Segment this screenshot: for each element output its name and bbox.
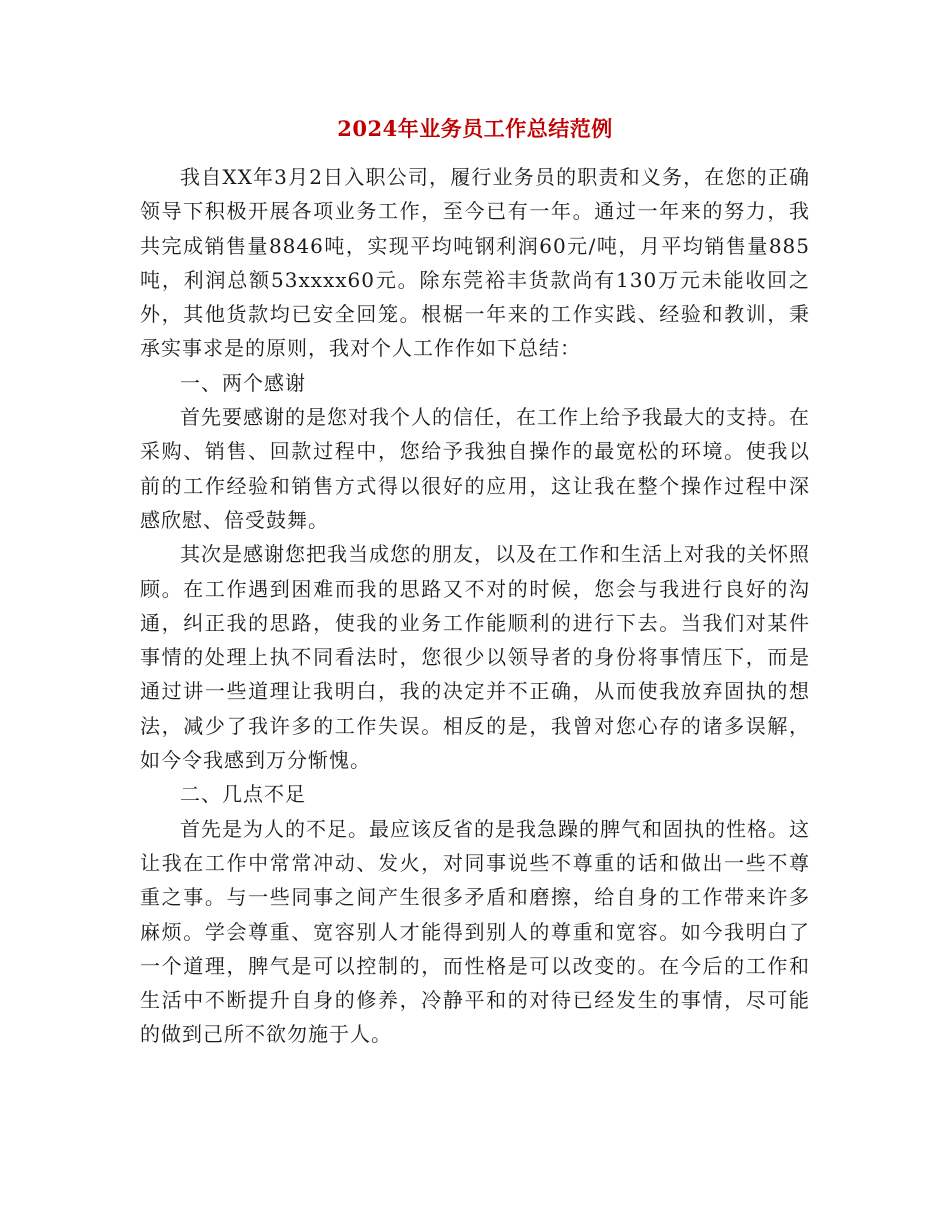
paragraph-shortcomings-first: 首先是为人的不足。最应该反省的是我急躁的脾气和固执的性格。这让我在工作中常常冲动、发火，对同事说些不尊重的话和做出一些不尊重之事。与一些同事之间产生很多矛盾和磨擦，给自身的工作带来许多麻烦。学会尊重、宽容别人才能得到别人的尊重和宽容。如今我明白了一个道理，脾气是可以控制的，而性格是可以改变的。在今后的工作和生活中不断提升自身的修养，冷静平和的对待已经发生的事情，尽可能的做到己所不欲勿施于人。 [140, 816, 810, 1047]
section-heading-thanks: 一、两个感谢 [180, 370, 306, 395]
document-title: 2024年业务员工作总结范例 [337, 116, 613, 141]
paragraph-thanks-second: 其次是感谢您把我当成您的朋友，以及在工作和生活上对我的关怀照顾。在工作遇到困难而我的思路又不对的时候，您会与我进行良好的沟通，纠正我的思路，使我的业务工作能顺利的进行下去。当我们对某件事情的处理上执不同看法时，您很少以领导者的身份将事情压下，而是通过讲一些道理让我明白，我的决定并不正确，从而使我放弃固执的想法，减少了我许多的工作失误。相反的是，我曾对您心存的诸多误解，如今令我感到万分惭愧。 [140, 542, 810, 773]
section-heading-shortcomings: 二、几点不足 [180, 782, 306, 807]
paragraph-thanks-first: 首先要感谢的是您对我个人的信任，在工作上给予我最大的支持。在采购、销售、回款过程中，您给予我独自操作的最宽松的环境。使我以前的工作经验和销售方式得以很好的应用，这让我在整个操作过程中深感欣慰、倍受鼓舞。 [140, 405, 810, 532]
document-page [140, 112, 810, 1052]
paragraph-intro: 我自XX年3月2日入职公司，履行业务员的职责和义务，在您的正确领导下积极开展各项业务工作，至今已有一年。通过一年来的努力，我共完成销售量8846吨，实现平均吨钢利润60元/吨，月平均销售量885吨，利润总额53xxxx60元。除东莞裕丰货款尚有130万元未能收回之外，其他货款均已安全回笼。根椐一年来的工作实践、经验和教训，秉承实事求是的原则，我对个人工作作如下总结： [140, 165, 810, 361]
